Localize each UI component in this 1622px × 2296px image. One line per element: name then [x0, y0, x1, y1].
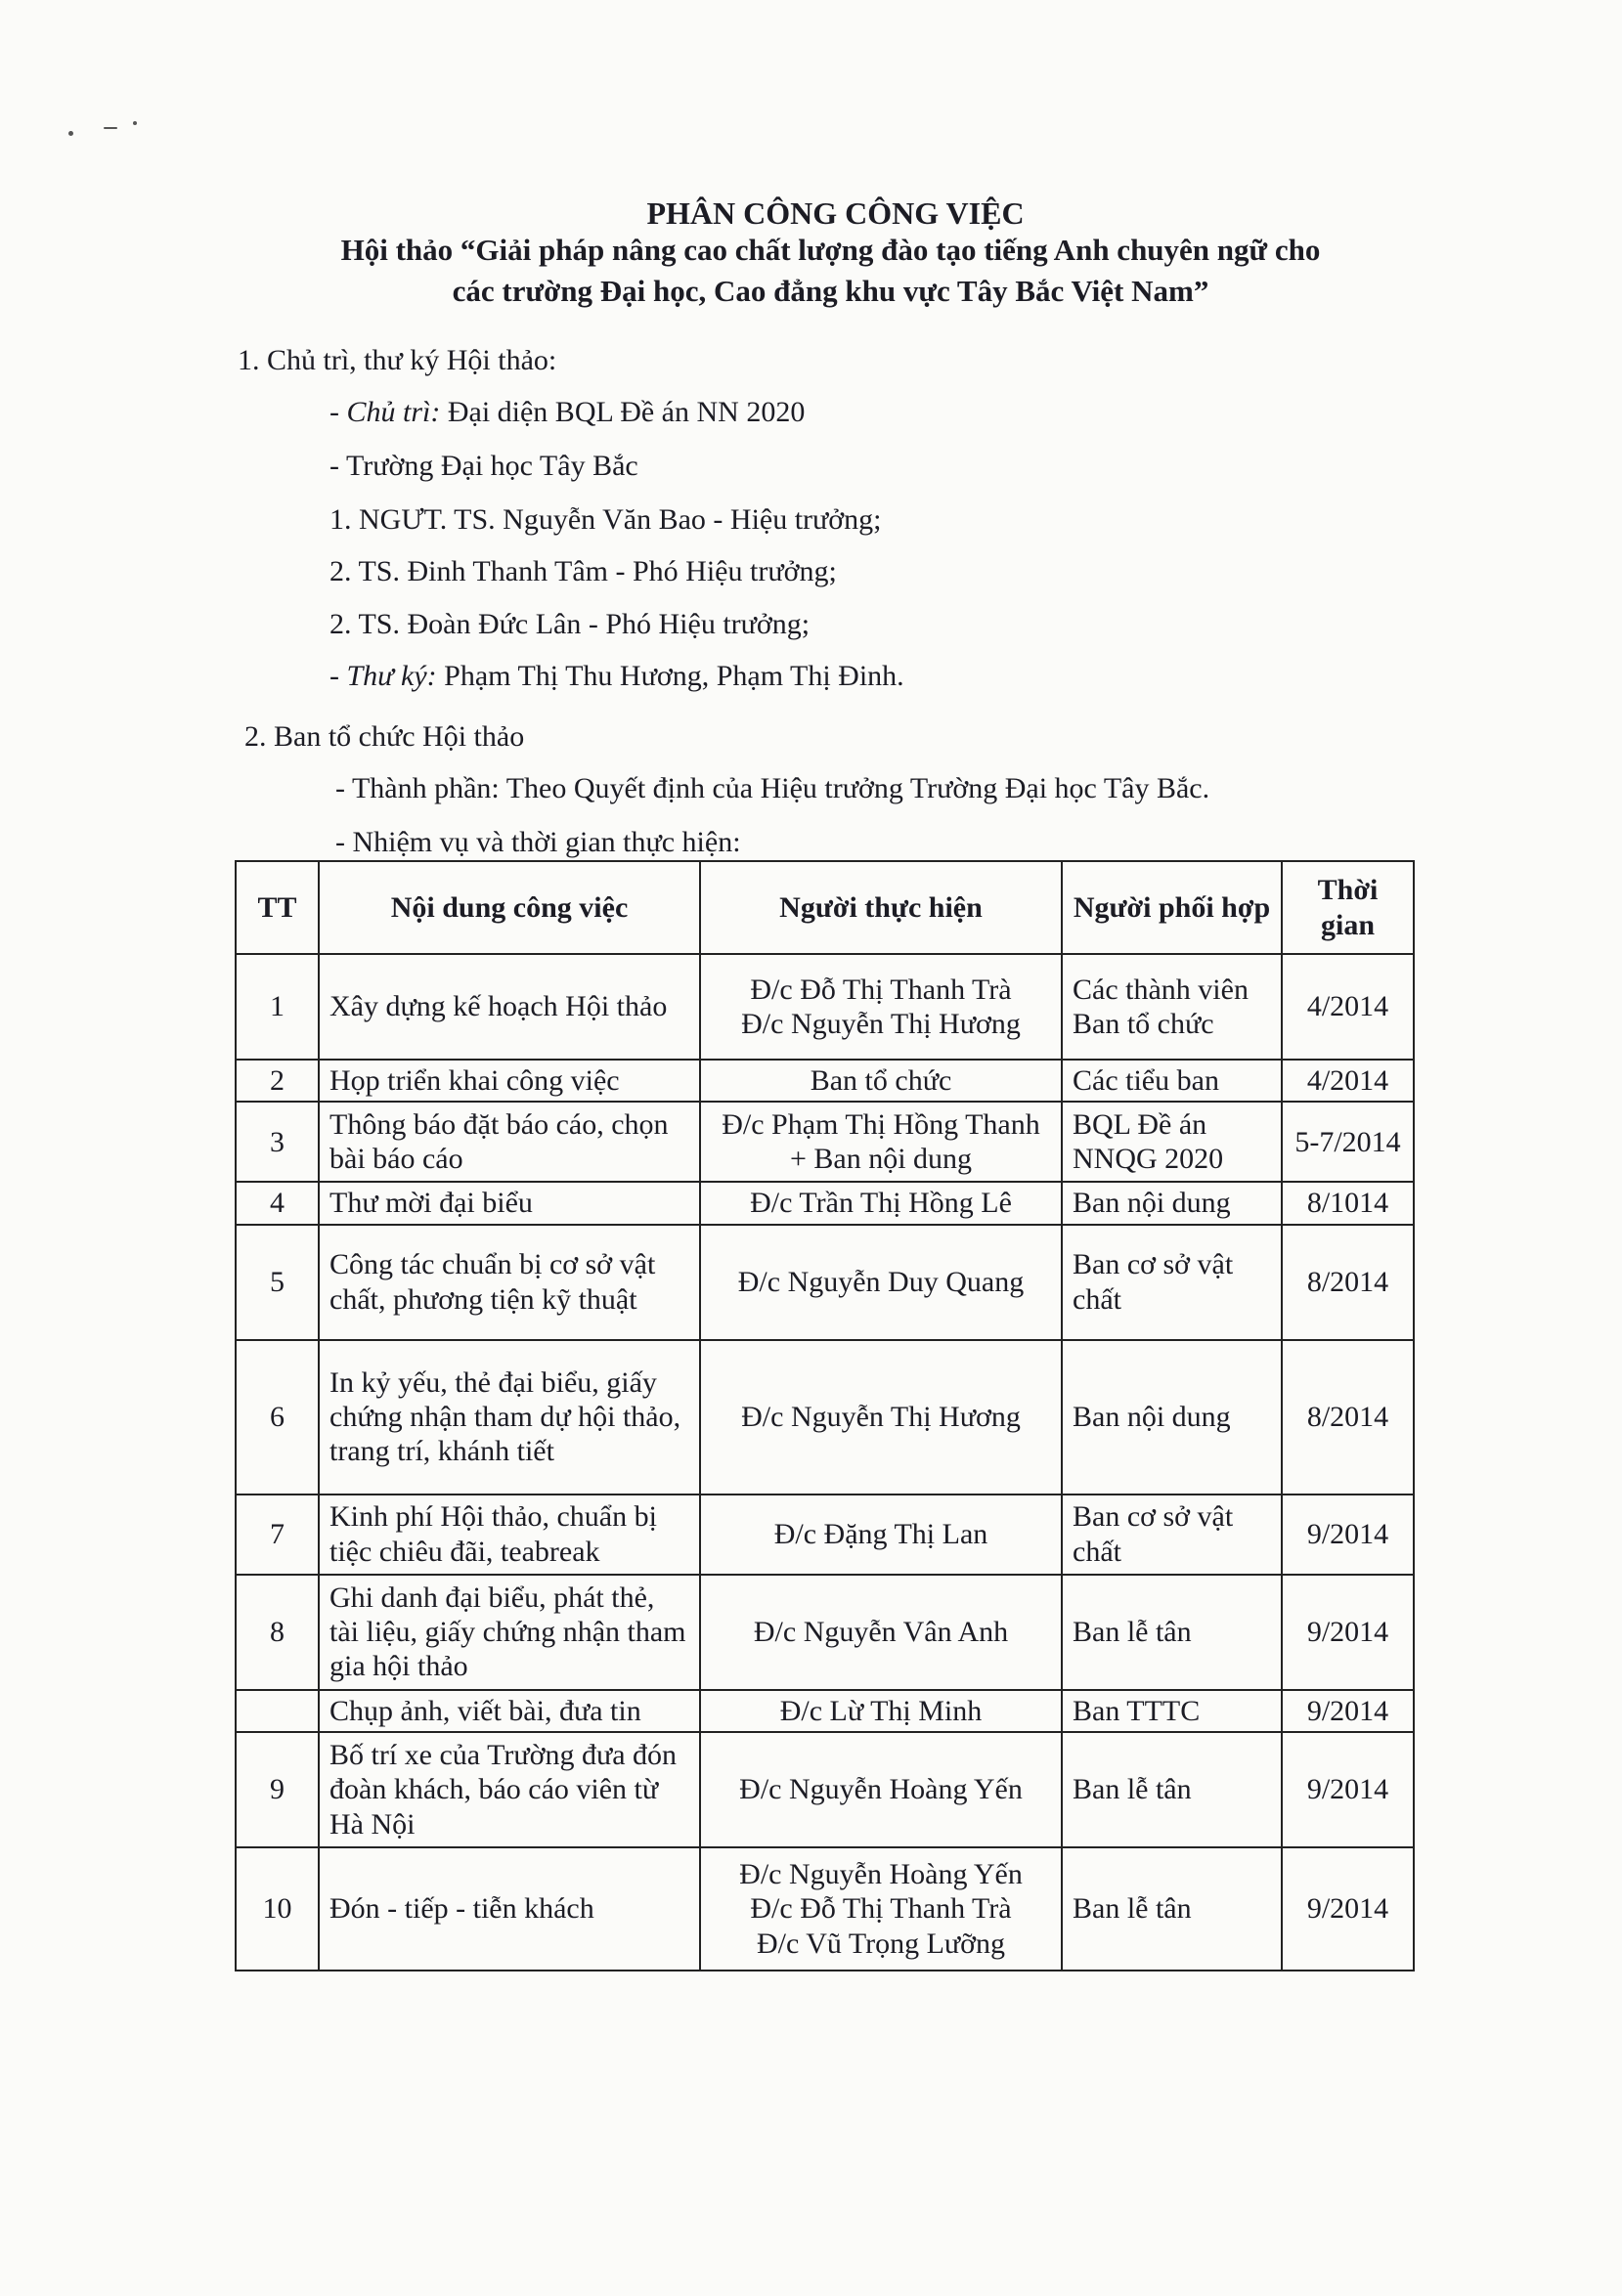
row-executor: Đ/c Nguyễn Hoàng Yến	[700, 1732, 1062, 1847]
row-time: 4/2014	[1282, 954, 1414, 1060]
row-executor: Đ/c Nguyễn Thị Hương	[700, 1340, 1062, 1495]
document-subtitle-line2: các trường Đại học, Cao đẳng khu vực Tây Bắc Việt Nam”	[452, 274, 1209, 308]
row-tt: 9	[236, 1732, 319, 1847]
row-task: In kỷ yếu, thẻ đại biểu, giấy chứng nhận tham dự hội thảo, trang trí, khánh tiết	[319, 1340, 700, 1495]
row-time: 9/2014	[1282, 1690, 1414, 1732]
row-time: 9/2014	[1282, 1575, 1414, 1690]
scan-speck	[68, 131, 73, 136]
table-row	[236, 954, 1414, 1060]
secretary-label: - Thư ký:	[329, 660, 437, 692]
row-coordinator: BQL Đề án NNQG 2020	[1062, 1102, 1282, 1182]
row-task: Kinh phí Hội thảo, chuẩn bị tiệc chiêu đãi, teabreak	[319, 1495, 700, 1575]
secretary-value: Phạm Thị Thu Hương, Phạm Thị Đinh.	[444, 660, 904, 692]
member-line: 2. TS. Đoàn Đức Lân - Phó Hiệu trưởng;	[329, 608, 811, 640]
row-executor: Đ/c Đỗ Thị Thanh Trà Đ/c Nguyễn Thị Hương	[700, 954, 1062, 1060]
row-task: Đón - tiếp - tiễn khách	[319, 1847, 700, 1971]
row-tt: 1	[236, 954, 319, 1060]
row-tt: 10	[236, 1847, 319, 1971]
row-task: Công tác chuẩn bị cơ sở vật chất, phương tiện kỹ thuật	[319, 1225, 700, 1340]
row-time: 5-7/2014	[1282, 1102, 1414, 1182]
row-coordinator: Ban cơ sở vật chất	[1062, 1225, 1282, 1340]
row-executor: Đ/c Nguyễn Vân Anh	[700, 1575, 1062, 1690]
header-time: Thời gian	[1282, 861, 1414, 954]
row-coordinator: Ban cơ sở vật chất	[1062, 1495, 1282, 1575]
row-coordinator: Ban TTTC	[1062, 1690, 1282, 1732]
member-line: 2. TS. Đinh Thanh Tâm - Phó Hiệu trưởng;	[329, 555, 837, 587]
row-task: Ghi danh đại biểu, phát thẻ, tài liệu, giấy chứng nhận tham gia hội thảo	[319, 1575, 700, 1690]
row-executor: Đ/c Trần Thị Hồng Lê	[700, 1182, 1062, 1224]
row-coordinator: Các thành viên Ban tổ chức	[1062, 954, 1282, 1060]
school-line: - Trường Đại học Tây Bắc	[329, 450, 638, 482]
row-coordinator: Các tiểu ban	[1062, 1060, 1282, 1102]
row-tt: 6	[236, 1340, 319, 1495]
table-row	[236, 1575, 1414, 1690]
row-tt: 5	[236, 1225, 319, 1340]
table-row	[236, 1495, 1414, 1575]
row-coordinator: Ban lễ tân	[1062, 1847, 1282, 1971]
row-task: Xây dựng kế hoạch Hội thảo	[319, 954, 700, 1060]
header-executor: Người thực hiện	[700, 861, 1062, 954]
row-coordinator: Ban lễ tân	[1062, 1732, 1282, 1847]
row-executor: Đ/c Phạm Thị Hồng Thanh + Ban nội dung	[700, 1102, 1062, 1182]
scan-speck	[133, 121, 137, 125]
row-time: 8/2014	[1282, 1340, 1414, 1495]
table-row	[236, 1340, 1414, 1495]
chair-line	[329, 396, 805, 429]
chair-label: - Chủ trì:	[329, 396, 441, 428]
row-task: Họp triển khai công việc	[319, 1060, 700, 1102]
row-coordinator: Ban nội dung	[1062, 1340, 1282, 1495]
header-tt: TT	[236, 861, 319, 954]
row-time: 9/2014	[1282, 1495, 1414, 1575]
row-task: Thông báo đặt báo cáo, chọn bài báo cáo	[319, 1102, 700, 1182]
table-header-row	[236, 861, 1414, 954]
secretary-line	[329, 660, 904, 693]
row-executor: Đ/c Nguyễn Hoàng Yến Đ/c Đỗ Thị Thanh Trà Đ/c Vũ Trọng Lưỡng	[700, 1847, 1062, 1971]
row-task: Bố trí xe của Trường đưa đón đoàn khách, báo cáo viên từ Hà Nội	[319, 1732, 700, 1847]
row-time: 8/2014	[1282, 1225, 1414, 1340]
table-row	[236, 1060, 1414, 1102]
member-line: 1. NGƯT. TS. Nguyễn Văn Bao - Hiệu trưởng;	[329, 503, 882, 536]
row-tt: 8	[236, 1575, 319, 1690]
table-row	[236, 1225, 1414, 1340]
row-executor: Đ/c Đặng Thị Lan	[700, 1495, 1062, 1575]
row-tt: 3	[236, 1102, 319, 1182]
tasks-table	[235, 860, 1415, 1971]
row-task: Thư mời đại biểu	[319, 1182, 700, 1224]
row-tt: 7	[236, 1495, 319, 1575]
document-title: PHÂN CÔNG CÔNG VIỆC	[646, 195, 1025, 231]
table-row	[236, 1690, 1414, 1732]
row-tt: 2	[236, 1060, 319, 1102]
composition-line: - Thành phần: Theo Quyết định của Hiệu trưởng Trường Đại học Tây Bắc.	[335, 772, 1210, 804]
row-executor: Đ/c Lừ Thị Minh	[700, 1690, 1062, 1732]
row-task: Chụp ảnh, viết bài, đưa tin	[319, 1690, 700, 1732]
row-tt: 4	[236, 1182, 319, 1224]
table-row	[236, 1847, 1414, 1971]
row-executor: Ban tổ chức	[700, 1060, 1062, 1102]
section2-heading: 2. Ban tổ chức Hội thảo	[244, 720, 525, 753]
row-time: 4/2014	[1282, 1060, 1414, 1102]
header-task: Nội dung công việc	[319, 861, 700, 954]
table-row	[236, 1182, 1414, 1224]
table-row	[236, 1102, 1414, 1182]
document-subtitle-line1: Hội thảo “Giải pháp nâng cao chất lượng đào tạo tiếng Anh chuyên ngữ cho	[340, 233, 1321, 267]
tasks-intro: - Nhiệm vụ và thời gian thực hiện:	[335, 826, 741, 858]
chair-value: Đại diện BQL Đề án NN 2020	[447, 396, 806, 428]
row-time: 9/2014	[1282, 1847, 1414, 1971]
row-coordinator: Ban lễ tân	[1062, 1575, 1282, 1690]
row-time: 8/1014	[1282, 1182, 1414, 1224]
row-coordinator: Ban nội dung	[1062, 1182, 1282, 1224]
table-row	[236, 1732, 1414, 1847]
row-tt	[236, 1690, 319, 1732]
header-coordinator: Người phối hợp	[1062, 861, 1282, 954]
row-time: 9/2014	[1282, 1732, 1414, 1847]
section1-heading: 1. Chủ trì, thư ký Hội thảo:	[238, 344, 557, 376]
row-executor: Đ/c Nguyễn Duy Quang	[700, 1225, 1062, 1340]
scan-speck	[104, 127, 117, 129]
